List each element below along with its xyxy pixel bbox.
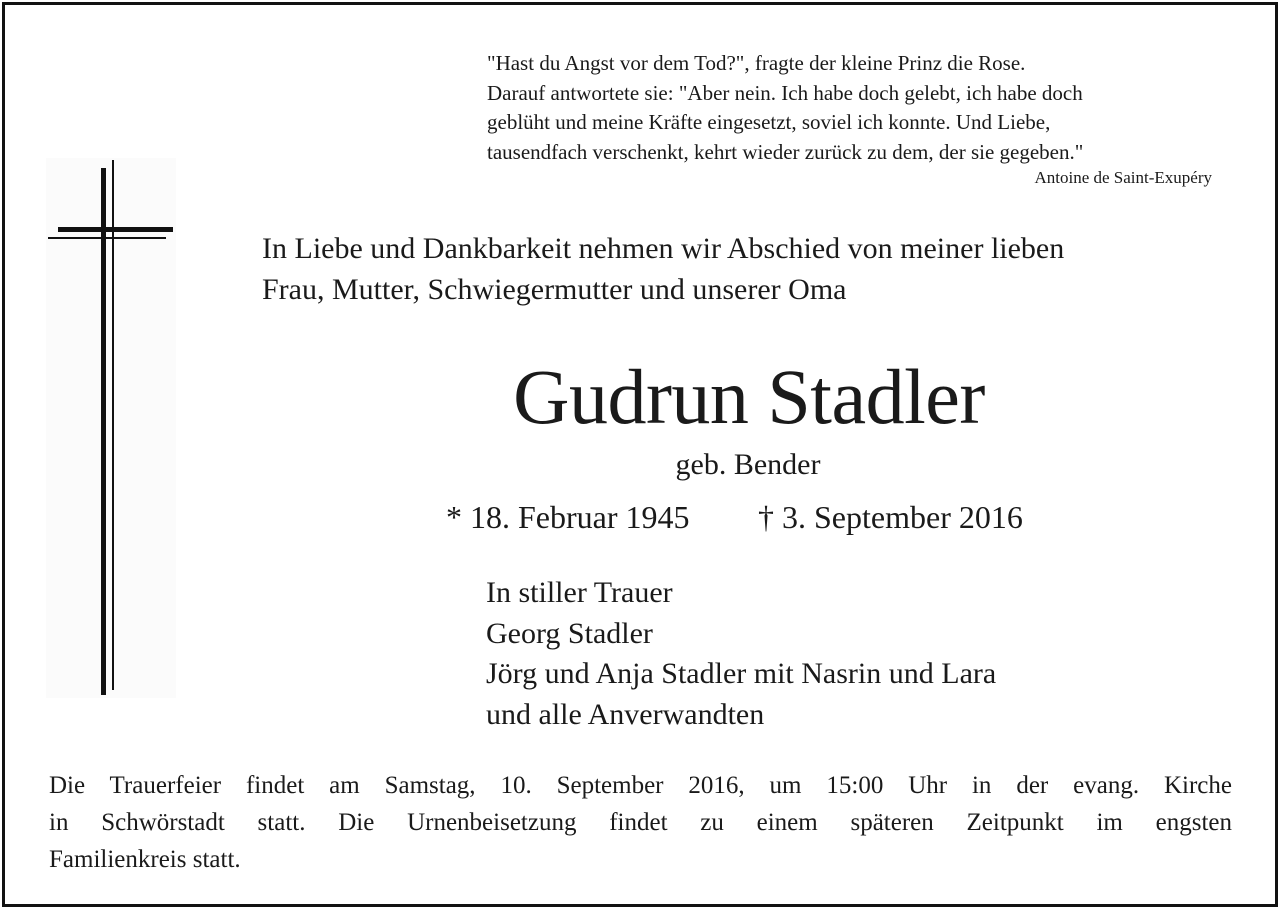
quote-line: geblüht und meine Kräfte eingesetzt, soviel ich konnte. Und Liebe, [487,110,1051,134]
maiden-name: geb. Bender [675,448,821,481]
intro-line: Frau, Mutter, Schwiegermutter und unserer Oma [262,273,847,306]
quote-author: Antoine de Saint-Exupéry [1034,168,1212,187]
birth-date: * 18. Februar 1945 [446,499,690,535]
deceased-name: Gudrun Stadler [513,353,985,440]
service-line: Familienkreis statt. [49,846,241,873]
service-line: in Schwörstadt statt. Die Urnenbeisetzung findet zu einem späteren Zeitpunkt im engsten [49,809,1232,836]
death-date: † 3. September 2016 [758,499,1023,535]
service-notice [49,767,1232,878]
quote-line: Darauf antwortete sie: "Aber nein. Ich habe doch gelebt, ich habe doch [487,80,1083,105]
quote-line: tausendfach verschenkt, kehrt wieder zurück zu dem, der sie gegeben." [487,139,1084,164]
quote-block [487,49,1083,167]
mourners-line: Georg Stadler [486,616,653,650]
quote-line: "Hast du Angst vor dem Tod?", fragte der kleine Prinz die Rose. [487,51,1026,75]
farewell-intro [262,228,1064,310]
service-line: Die Trauerfeier findet am Samstag, 10. September 2016, um 15:00 Uhr in der evang. Kirche [49,772,1232,799]
mourners-line: Jörg und Anja Stadler mit Nasrin und Lara [486,657,997,690]
intro-line: In Liebe und Dankbarkeit nehmen wir Abschied von meiner lieben [262,232,1065,265]
mourners-line: und alle Anverwandten [486,697,765,731]
mourners-line: In stiller Trauer [486,576,673,609]
mourners-list [486,573,996,735]
